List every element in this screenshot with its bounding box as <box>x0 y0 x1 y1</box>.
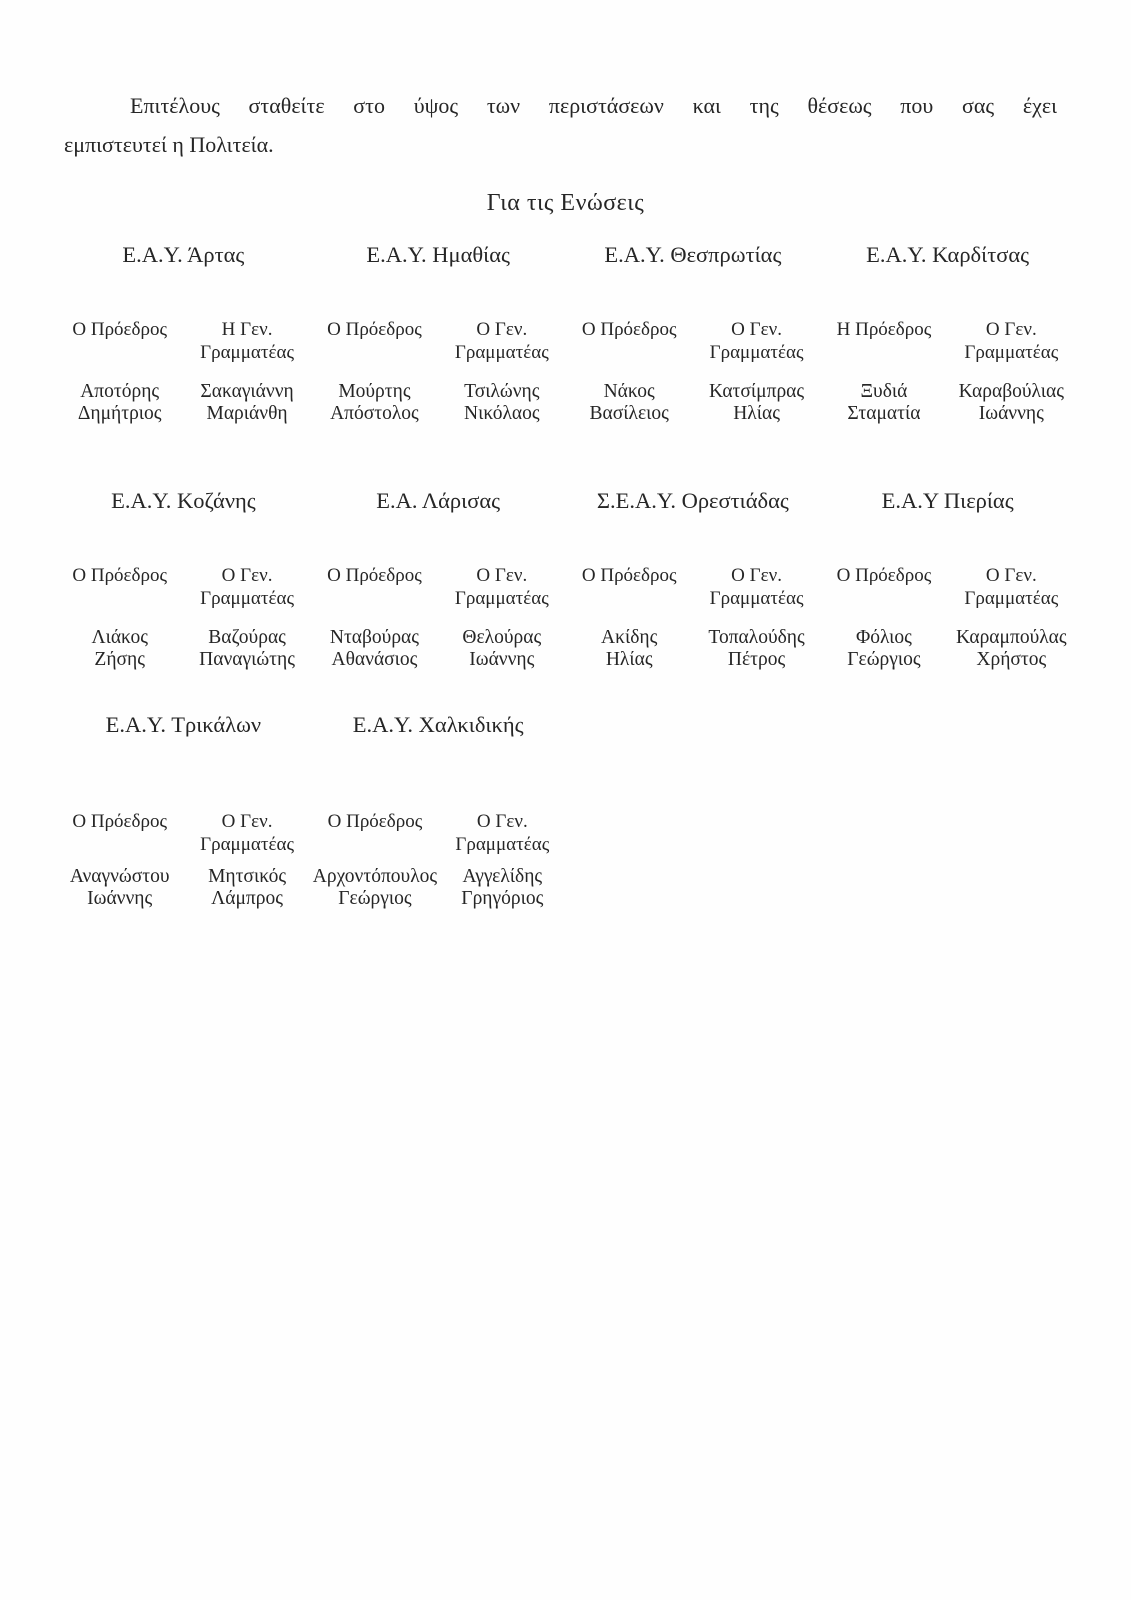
official-surname: Αποτόρης <box>80 381 160 402</box>
official-signature <box>438 318 565 425</box>
closing-paragraph <box>0 0 1131 164</box>
official-role: Ο Πρόεδρος <box>327 565 422 586</box>
official-surname: Καραμπούλας <box>956 627 1067 648</box>
official-role: Ο Πρόεδρος <box>72 319 167 340</box>
official-role: Ο Πρόεδρος <box>72 811 167 832</box>
official-firstname: Γεώργιος <box>338 888 412 909</box>
union-block <box>56 711 311 910</box>
official-name <box>440 627 563 671</box>
union-name: Ε.Α.Υ. Τρικάλων <box>105 712 262 737</box>
officials-row <box>566 564 821 671</box>
official-surname: Νάκος <box>603 381 655 402</box>
officials-row <box>311 810 566 910</box>
official-surname: Βαζούρας <box>208 627 286 648</box>
officials-row <box>56 318 311 425</box>
official-firstname: Ιωάννης <box>469 649 535 670</box>
union-name: Σ.Ε.Α.Υ. Ορεστιάδας <box>596 488 789 513</box>
union-name: Ε.Α.Υ. Καρδίτσας <box>866 242 1030 267</box>
official-role: Ο Πρόεδρος <box>327 319 422 340</box>
union-name: Ε.Α. Λάρισας <box>376 488 501 513</box>
official-signature <box>820 318 947 425</box>
official-firstname: Πέτρος <box>727 649 786 670</box>
official-firstname: Βασίλειος <box>589 403 669 424</box>
official-name <box>313 627 436 671</box>
officials-row <box>56 810 311 910</box>
official-name <box>950 381 1073 425</box>
union-signature-rows <box>0 241 1131 910</box>
official-firstname: Γεώργιος <box>847 649 921 670</box>
official-surname: Αρχοντόπουλος <box>312 866 438 887</box>
officials-row <box>311 318 566 425</box>
official-surname: Τσιλώνης <box>464 381 540 402</box>
official-surname: Καραβούλιας <box>958 381 1064 402</box>
union-block <box>566 241 821 425</box>
union-name: Ε.Α.Υ Πιερίας <box>881 488 1014 513</box>
official-firstname: Νικόλαος <box>464 403 540 424</box>
official-role: Η Γεν. Γραμματέας <box>200 319 294 363</box>
official-signature <box>948 318 1075 425</box>
union-block <box>311 241 566 425</box>
official-name <box>58 381 181 425</box>
official-signature <box>566 564 693 671</box>
official-firstname: Γρηγόριος <box>461 888 544 909</box>
official-role: Ο Γεν. Γραμματέας <box>454 565 549 609</box>
official-signature <box>438 564 565 671</box>
official-firstname: Σταματία <box>847 403 921 424</box>
official-surname: Σακαγιάννη <box>200 381 294 402</box>
official-firstname: Αθανάσιος <box>331 649 418 670</box>
official-firstname: Ηλίας <box>605 649 653 670</box>
official-signature <box>311 810 439 910</box>
section-heading: Για τις Ενώσεις <box>486 190 645 216</box>
official-signature <box>56 810 183 910</box>
official-name <box>695 627 818 671</box>
official-role: Ο Πρόεδρος <box>581 319 677 340</box>
official-signature <box>948 564 1075 671</box>
officials-row <box>820 564 1075 671</box>
official-signature <box>183 318 310 425</box>
union-name: Ε.Α.Υ. Κοζάνης <box>111 488 256 513</box>
officials-row <box>311 564 566 671</box>
official-signature <box>311 318 438 425</box>
official-name <box>568 381 691 425</box>
official-name <box>950 627 1073 671</box>
official-firstname: Ιωάννης <box>87 888 153 909</box>
official-surname: Ακίδης <box>601 627 658 648</box>
officials-row <box>56 564 311 671</box>
union-block <box>311 487 566 671</box>
union-block <box>56 241 311 425</box>
official-surname: Κατσίμπρας <box>708 381 805 402</box>
official-surname: Μητσικός <box>208 866 287 887</box>
official-surname: Θελούρας <box>462 627 542 648</box>
union-block <box>820 487 1075 671</box>
official-role: Η Πρόεδρος <box>836 319 932 340</box>
official-firstname: Δημήτριος <box>77 403 162 424</box>
official-firstname: Παναγιώτης <box>199 649 295 670</box>
official-signature <box>56 564 183 671</box>
official-surname: Λιάκος <box>91 627 148 648</box>
official-name <box>185 381 308 425</box>
union-row <box>56 711 1075 910</box>
official-role: Ο Γεν. Γραμματέας <box>964 565 1059 609</box>
union-block <box>566 487 821 671</box>
union-name: Ε.Α.Υ. Θεσπρωτίας <box>604 242 782 267</box>
official-name <box>313 381 436 425</box>
official-firstname: Μαριάνθη <box>206 403 288 424</box>
union-block <box>820 241 1075 425</box>
official-surname: Αγγελίδης <box>462 866 543 887</box>
closing-paragraph-line1: Επιτέλους σταθείτε στο ύψος των περιστάσεων και της θέσεως που σας έχει <box>130 93 1057 118</box>
closing-paragraph-line2: εμπιστευτεί η Πολιτεία. <box>64 132 274 157</box>
officials-row <box>820 318 1075 425</box>
official-role: Ο Πρόεδρος <box>327 811 423 832</box>
official-signature <box>566 318 693 425</box>
union-block <box>56 487 311 671</box>
official-signature <box>183 564 310 671</box>
official-surname: Φόλιος <box>855 627 912 648</box>
official-role: Ο Γεν. Γραμματέας <box>200 811 294 855</box>
official-role: Ο Πρόεδρος <box>581 565 677 586</box>
official-signature <box>693 564 820 671</box>
official-role: Ο Γεν. Γραμματέας <box>454 319 549 363</box>
official-signature <box>183 810 310 910</box>
official-name <box>185 627 308 671</box>
union-name: Ε.Α.Υ. Ημαθίας <box>366 242 510 267</box>
official-role: Ο Πρόεδρος <box>72 565 167 586</box>
official-name <box>58 627 181 671</box>
official-signature <box>56 318 183 425</box>
official-name <box>822 381 945 425</box>
official-name <box>822 627 945 671</box>
official-surname: Ξυδιά <box>860 381 908 402</box>
official-name <box>313 866 437 910</box>
official-role: Ο Γεν. Γραμματέας <box>709 319 804 363</box>
official-signature <box>820 564 947 671</box>
official-surname: Αναγνώστου <box>69 866 170 887</box>
official-firstname: Απόστολος <box>330 403 419 424</box>
official-surname: Τοπαλούδης <box>708 627 805 648</box>
official-role: Ο Γεν. Γραμματέας <box>709 565 804 609</box>
official-firstname: Ηλίας <box>733 403 780 424</box>
union-name: Ε.Α.Υ. Άρτας <box>122 242 245 267</box>
official-role: Ο Πρόεδρος <box>836 565 932 586</box>
official-surname: Νταβούρας <box>329 627 419 648</box>
official-firstname: Λάμπρος <box>211 888 283 909</box>
official-signature <box>439 810 565 910</box>
official-firstname: Ιωάννης <box>978 403 1044 424</box>
officials-row <box>566 318 821 425</box>
union-row <box>56 241 1075 425</box>
official-firstname: Χρήστος <box>976 649 1047 670</box>
official-role: Ο Γεν. Γραμματέας <box>964 319 1059 363</box>
official-name <box>441 866 563 910</box>
official-firstname: Ζήσης <box>94 649 145 670</box>
official-name <box>695 381 818 425</box>
official-signature <box>693 318 820 425</box>
official-name <box>185 866 308 910</box>
official-role: Ο Γεν. Γραμματέας <box>455 811 550 855</box>
official-role: Ο Γεν. Γραμματέας <box>200 565 294 609</box>
union-block <box>311 711 566 910</box>
official-name <box>58 866 181 910</box>
union-name: Ε.Α.Υ. Χαλκιδικής <box>352 712 524 737</box>
official-surname: Μούρτης <box>338 381 411 402</box>
official-name <box>568 627 691 671</box>
union-row <box>56 487 1075 671</box>
official-signature <box>311 564 438 671</box>
official-name <box>440 381 563 425</box>
